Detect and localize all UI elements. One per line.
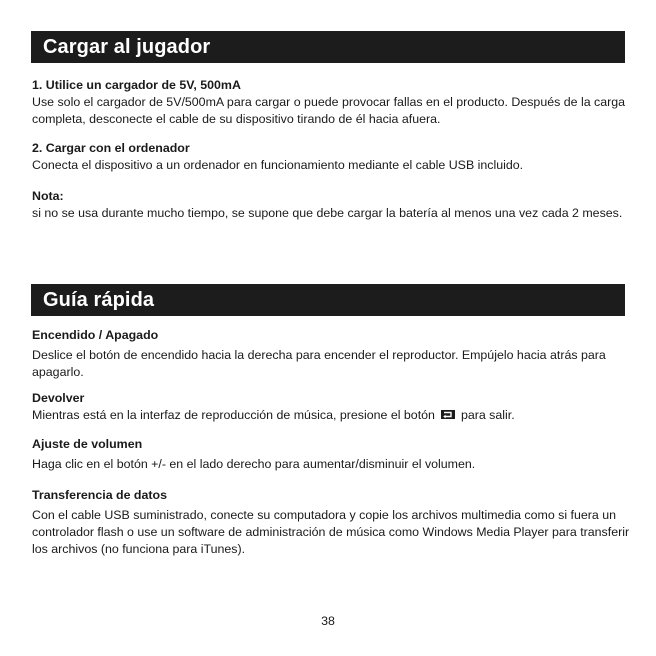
power-heading: Encendido / Apagado [32,328,159,342]
transfer-heading: Transferencia de datos [32,488,167,502]
back-text-after: para salir. [460,408,515,422]
note-text: si no se usa durante mucho tiempo, se supone que debe cargar la batería al menos una vez cada 2 meses. [32,206,623,220]
computer-charge-heading: 2. Cargar con el ordenador [32,141,190,155]
back-text [32,407,632,424]
note-heading: Nota: [32,189,64,203]
back-text-before: Mientras está en la interfaz de reproducción de música, presione el botón [32,408,435,422]
transfer-section [32,487,632,558]
power-section [32,327,632,381]
section-title-cargar: Cargar al jugador [31,31,625,63]
page-number: 38 [321,614,335,628]
section-title-guia: Guía rápida [31,284,625,316]
charger-heading: 1. Utilice un cargador de 5V, 500mA [32,78,241,92]
return-icon [441,410,455,419]
computer-charge-text: Conecta el dispositivo a un ordenador en funcionamiento mediante el cable USB incluido. [32,158,524,172]
transfer-text: Con el cable USB suministrado, conecte su computadora y copie los archivos multimedia como si fuera un controlador flash o use un software de administración de música como Windows Media Player para transferir los archivos (no funciona para iTunes). [32,508,630,556]
power-text: Deslice el botón de encendido hacia la derecha para encender el reproductor. Empújelo hacia atrás para apagarlo. [32,348,606,379]
back-heading: Devolver [32,391,85,405]
volume-heading: Ajuste de volumen [32,437,143,451]
back-section [32,390,632,424]
volume-text: Haga clic en el botón +/- en el lado derecho para aumentar/disminuir el volumen. [32,457,476,471]
note-section [32,188,632,222]
charger-section [32,77,632,128]
computer-charge-section [32,140,632,174]
volume-section [32,436,632,473]
charger-text: Use solo el cargador de 5V/500mA para cargar o puede provocar fallas en el producto. Después de la carga completa, desconecte el cable de su dispositivo tirando de él hacia afuera. [32,95,626,126]
